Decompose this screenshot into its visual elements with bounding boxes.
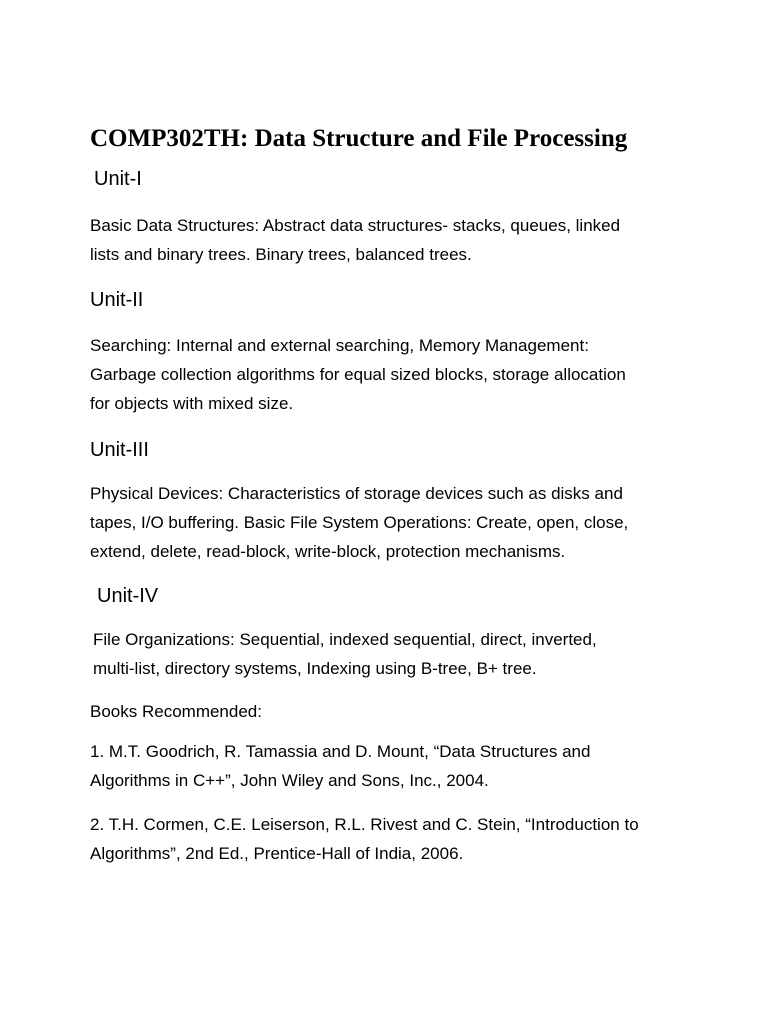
unit-2-heading: Unit-II: [90, 289, 144, 311]
unit-1-line-1: Basic Data Structures: Abstract data structures- stacks, queues, linked: [90, 216, 621, 235]
book-2: [90, 810, 680, 868]
book-2-line-2: Algorithms”, 2nd Ed., Prentice-Hall of India, 2006.: [90, 844, 464, 863]
book-1: [90, 737, 680, 795]
unit-4-description: [93, 625, 683, 683]
books-heading: [90, 697, 680, 726]
unit-1-heading: Unit-I: [94, 168, 142, 190]
unit-3-line-3: extend, delete, read-block, write-block, protection mechanisms.: [90, 542, 566, 561]
unit-4-line-2: multi-list, directory systems, Indexing using B-tree, B+ tree.: [93, 659, 537, 678]
unit-2-line-3: for objects with mixed size.: [90, 394, 294, 413]
unit-4-line-1: File Organizations: Sequential, indexed sequential, direct, inverted,: [93, 630, 597, 649]
unit-2-description: [90, 331, 680, 418]
unit-2-line-2: Garbage collection algorithms for equal sized blocks, storage allocation: [90, 365, 626, 384]
unit-4-heading: Unit-IV: [97, 585, 159, 607]
books-heading-text: Books Recommended:: [90, 702, 262, 721]
book-2-line-1: 2. T.H. Cormen, C.E. Leiserson, R.L. Rivest and C. Stein, “Introduction to: [90, 815, 639, 834]
document-title: COMP302TH: Data Structure and File Processing: [90, 125, 628, 152]
unit-3-heading: Unit-III: [90, 439, 149, 461]
book-1-line-1: 1. M.T. Goodrich, R. Tamassia and D. Mount, “Data Structures and: [90, 742, 591, 761]
unit-3-description: [90, 479, 680, 566]
unit-3-line-1: Physical Devices: Characteristics of storage devices such as disks and: [90, 484, 623, 503]
unit-1-description: [90, 211, 680, 269]
unit-1-line-2: lists and binary trees. Binary trees, balanced trees.: [90, 245, 472, 264]
book-1-line-2: Algorithms in C++”, John Wiley and Sons, Inc., 2004.: [90, 771, 489, 790]
unit-2-line-1: Searching: Internal and external searching, Memory Management:: [90, 336, 589, 355]
unit-3-line-2: tapes, I/O buffering. Basic File System Operations: Create, open, close,: [90, 513, 629, 532]
